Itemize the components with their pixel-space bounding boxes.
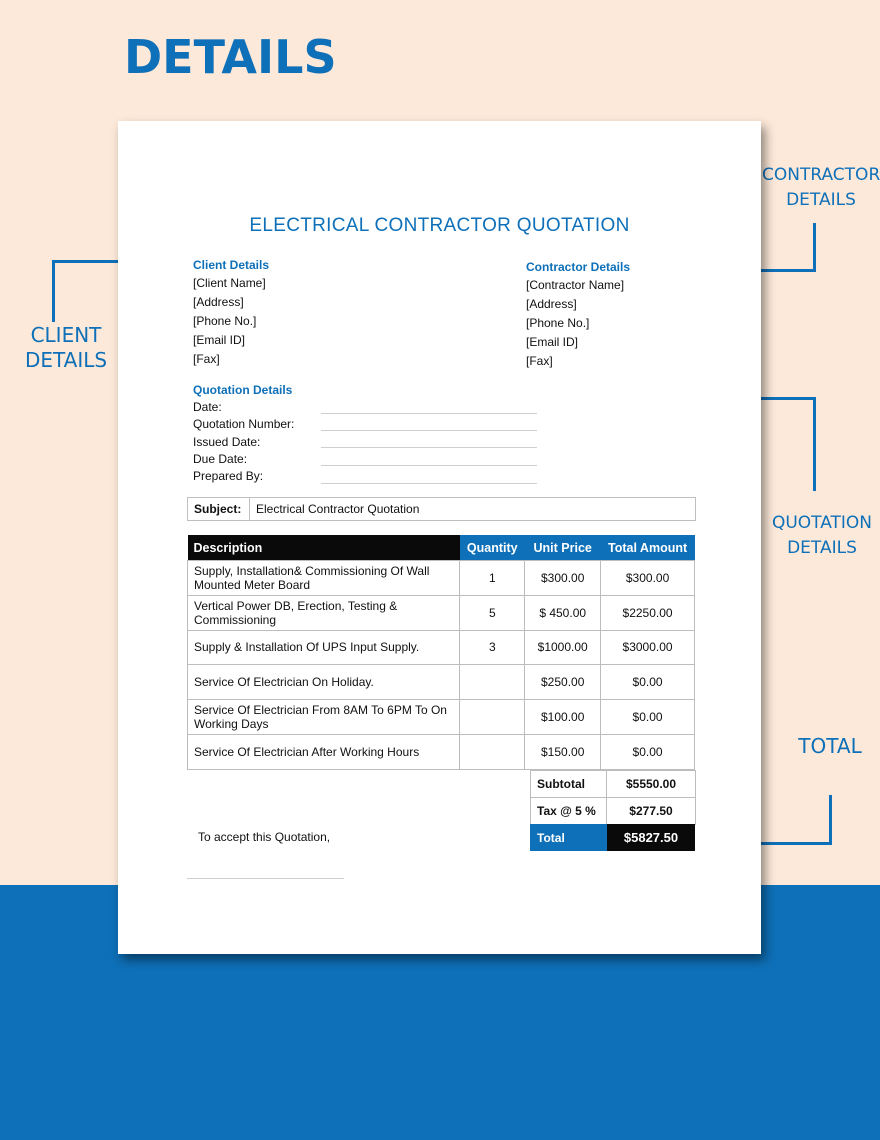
subject-divider [249, 498, 250, 520]
quotation-issued-date-line [321, 447, 537, 448]
row-quantity: 3 [460, 630, 525, 665]
tax-label: Tax @ 5 % [537, 804, 596, 818]
table-row [188, 630, 695, 665]
row-description: Service Of Electrician On Holiday. [188, 665, 460, 700]
line-items-table [187, 535, 695, 770]
connector-contractor-v [813, 223, 816, 272]
accept-text: To accept this Quotation, [198, 830, 331, 844]
contractor-phone-field: [Phone No.] [526, 316, 590, 330]
subject-label: Subject: [194, 502, 242, 516]
header-unit-price: Unit Price [525, 535, 601, 561]
row-quantity [460, 700, 525, 735]
callout-contractor-line1: CONTRACTOR [762, 165, 880, 185]
callout-total: TOTAL [798, 734, 862, 758]
document-title: ELECTRICAL CONTRACTOR QUOTATION [249, 215, 630, 236]
row-unit-price: $300.00 [525, 561, 601, 596]
callout-client-details [10, 323, 122, 373]
total-label: Total [537, 831, 565, 845]
row-description: Service Of Electrician After Working Hours [188, 734, 460, 769]
quotation-due-date-line [321, 465, 537, 466]
quotation-prepared-by-label: Prepared By: [193, 469, 264, 484]
contractor-email-field: [Email ID] [526, 335, 579, 349]
connector-total-v [829, 795, 832, 845]
contractor-fax-field: [Fax] [526, 354, 553, 368]
row-unit-price: $250.00 [525, 665, 601, 700]
callout-quotation-line1: QUOTATION [771, 513, 873, 533]
table-header-row [188, 535, 695, 561]
table-row [188, 700, 695, 735]
quotation-due-date-label: Due Date: [193, 451, 248, 466]
row-unit-price: $150.00 [525, 734, 601, 769]
row-total: $0.00 [601, 665, 695, 700]
row-quantity [460, 734, 525, 769]
row-total: $2250.00 [601, 595, 695, 630]
total-value: $5827.50 [623, 830, 679, 845]
row-description: Vertical Power DB, Erection, Testing & Commissioning [188, 595, 460, 630]
quotation-number-label: Quotation Number: [193, 417, 295, 432]
quotation-issued-date-label: Issued Date: [193, 434, 261, 449]
hero-title: DETAILS [124, 30, 337, 84]
header-description: Description [188, 535, 460, 561]
quotation-details-heading: Quotation Details [193, 383, 293, 397]
signature-line [187, 878, 344, 879]
callout-quotation-line2: DETAILS [787, 538, 857, 558]
contractor-details-heading: Contractor Details [526, 260, 631, 274]
quotation-date-line [321, 413, 537, 414]
row-unit-price: $1000.00 [525, 630, 601, 665]
quotation-sheet [118, 121, 761, 954]
quotation-details-labels [193, 399, 294, 485]
subtotal-label: Subtotal [537, 777, 585, 791]
client-email-field: [Email ID] [193, 333, 246, 347]
callout-client-line1: CLIENT [30, 323, 102, 347]
callout-quotation-details [766, 511, 878, 561]
table-row [188, 595, 695, 630]
connector-client-v [52, 260, 55, 322]
client-name-field: [Client Name] [193, 276, 266, 290]
callout-client-line2: DETAILS [24, 348, 108, 372]
row-quantity: 5 [460, 595, 525, 630]
row-total: $3000.00 [601, 630, 695, 665]
row-description: Service Of Electrician From 8AM To 6PM To On Working Days [188, 700, 460, 735]
connector-quotation-v [813, 397, 816, 491]
row-total: $0.00 [601, 700, 695, 735]
contractor-details-fields [526, 276, 624, 371]
client-fax-field: [Fax] [193, 352, 220, 366]
quotation-date-label: Date: [193, 400, 222, 414]
header-total-amount: Total Amount [601, 535, 695, 561]
contractor-name-field: [Contractor Name] [526, 278, 625, 292]
row-total: $0.00 [601, 734, 695, 769]
table-row [188, 561, 695, 596]
table-row [188, 665, 695, 700]
quotation-number-line [321, 430, 537, 431]
row-quantity [460, 665, 525, 700]
table-row [188, 734, 695, 769]
row-unit-price: $100.00 [525, 700, 601, 735]
client-address-field: [Address] [193, 295, 244, 309]
quotation-prepared-by-line [321, 483, 537, 484]
row-description: Supply, Installation& Commissioning Of Wall Mounted Meter Board [188, 561, 460, 596]
row-unit-price: $ 450.00 [525, 595, 601, 630]
tax-value: $277.50 [629, 804, 673, 818]
contractor-address-field: [Address] [526, 297, 577, 311]
callout-contractor-details [762, 163, 880, 213]
row-description: Supply & Installation Of UPS Input Supply. [188, 630, 460, 665]
subject-box [187, 497, 696, 521]
subject-value: Electrical Contractor Quotation [256, 502, 420, 516]
client-phone-field: [Phone No.] [193, 314, 257, 328]
row-total: $300.00 [601, 561, 695, 596]
subtotal-value: $5550.00 [625, 777, 677, 791]
header-quantity: Quantity [460, 535, 525, 561]
callout-contractor-line2: DETAILS [786, 190, 856, 210]
client-details-fields [193, 274, 266, 369]
row-quantity: 1 [460, 561, 525, 596]
client-details-heading: Client Details [193, 258, 270, 272]
